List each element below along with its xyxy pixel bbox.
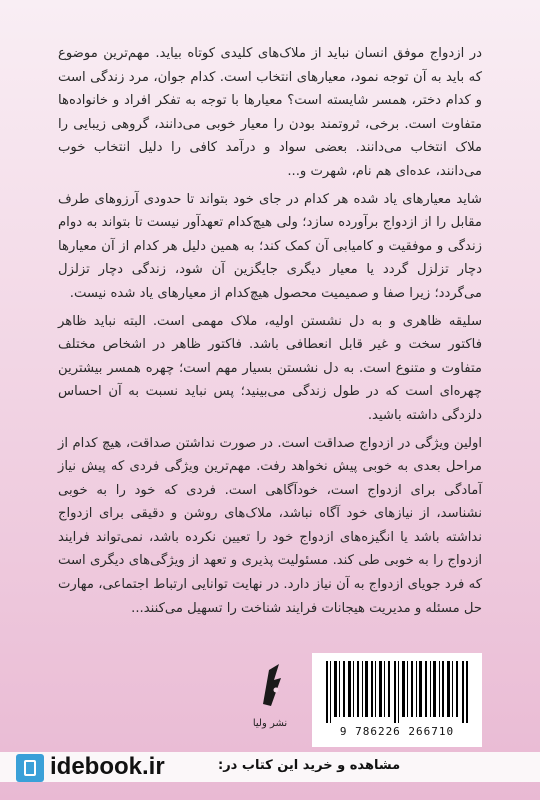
blurb-paragraph: اولین ویژگی در ازدواج صداقت است. در صورت نداشتن صداقت، هیچ کدام از مراحل بعدی به خوبی پیش نخواهد رفت. مهم‌ترین ویژگی فردی که پیش نیاز آمادگی برای ازدواج است، خودآگاهی است. فردی که خود را به خوبی نشناسد، از نیازهای خود آگاه نباشد، ملاک‌های روشن و دقیقی برای ازدواج نداشته باشد یا انگیزه‌های ازدواج خود را تعیین نکرده باشد، نمی‌تواند فرایند ازدواج را به خوبی طی کند. مسئولیت پذیری و تعهد از ویژگی‌های دیگری است که فرد جویای ازدواج به آن نیاز دارد. در نهایت توانایی ارتباط اجتماعی، مهارت حل مسئله و مدیریت هیجانات فرایند شناخت را تسهیل می‌کنند... bbox=[58, 435, 482, 616]
store-tagline: مشاهده و خرید این کتاب در: bbox=[218, 758, 401, 773]
blurb-paragraph: سلیقه ظاهری و به دل نشستن اولیه، ملاک مهمی است. البته نباید ظاهر فاکتور سخت و غیر قابل انعطافی باشد. فاکتور ظاهر در اشخاص مختلف متفاوت و متنوع است. به دل نشستن بسیار مهم است؛ چهره همسر بیشترین چهره‌ای است که در طول زندگی می‌بینید؛ پس نباید نسبت به آن احساس دلزدگی داشته باشید. bbox=[58, 313, 482, 423]
isbn-barcode bbox=[312, 653, 482, 747]
isbn-number: 9 786226 266710 bbox=[339, 725, 455, 738]
store-site-name[interactable]: idebook.ir bbox=[50, 753, 165, 780]
blurb-text bbox=[58, 42, 482, 624]
publisher-logo-icon bbox=[257, 660, 285, 712]
blurb-paragraph: در ازدواج موفق انسان نباید از ملاک‌های کلیدی کوتاه بیاید. مهم‌ترین موضوع که باید به آن توجه نمود، معیارهای انتخاب است. کدام جوان، مرد زندگی است و کدام دختر، همسر شایسته است؟ معیارها با توجه به تفکر افراد و خانواده‌ها متفاوت است. برخی، ثروتمند بودن را معیار خوبی می‌دانند، گروهی زیبایی را ملاک انتخاب می‌دانند. بعضی سواد و درآمد کافی را دلیل انتخاب خوب می‌دانند، عده‌ای هم نام، شهرت و... bbox=[58, 46, 482, 179]
store-banner[interactable] bbox=[0, 752, 540, 782]
book-icon bbox=[16, 754, 44, 782]
blurb-paragraph: شاید معیارهای یاد شده هر کدام در جای خود بتواند تا حدودی آرزوهای طرف مقابل را از ازدواج برآورده سازد؛ ولی هیچ‌کدام تعهدآور نیست تا بتواند به دوام زندگی و موفقیت و کامیابی آن کمک کند؛ به همین دلیل هر کدام از آن معیارها دچار تزلزل گردد یا معیار دیگری جایگزین آن شود، زندگی دچار تزلزل می‌گردد؛ زیرا صفا و صمیمیت محصول هیچ‌کدام از معیارهای یاد شده نیست. bbox=[58, 191, 482, 301]
publisher-name: نشر ولیا bbox=[252, 718, 288, 729]
barcode-bars bbox=[324, 661, 470, 723]
